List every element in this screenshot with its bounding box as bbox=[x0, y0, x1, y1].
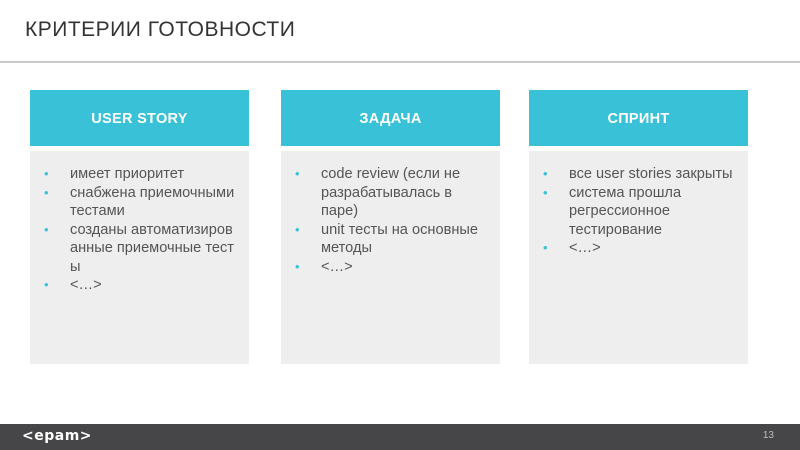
bullet-icon: • bbox=[44, 184, 49, 200]
card-user-story bbox=[30, 90, 249, 364]
criteria-list bbox=[543, 165, 738, 258]
list-item: • все user stories закрыты bbox=[543, 166, 733, 182]
list-item: • имеет приоритет bbox=[44, 166, 185, 182]
list-item: • <…> bbox=[44, 277, 102, 293]
card-sprint bbox=[529, 90, 748, 364]
bullet-icon: • bbox=[44, 277, 49, 292]
bullet-icon: • bbox=[44, 166, 49, 181]
epam-logo: <epam> bbox=[22, 428, 93, 444]
list-item: • unit тесты на основные методы bbox=[295, 221, 478, 256]
list-item: • code review (если не разрабатывалась в паре) bbox=[295, 166, 461, 219]
bullet-icon: • bbox=[295, 221, 300, 237]
bullet-icon: • bbox=[295, 258, 300, 274]
bullet-icon: • bbox=[543, 166, 548, 181]
bullet-icon: • bbox=[44, 221, 49, 237]
bullet-icon: • bbox=[295, 166, 300, 181]
bullet-icon: • bbox=[543, 240, 548, 255]
title-divider bbox=[0, 61, 800, 63]
bullet-icon: • bbox=[543, 184, 548, 200]
list-item: • система прошла регрессионное тестирование bbox=[543, 184, 682, 238]
list-item: • <…> bbox=[543, 240, 601, 256]
card-body bbox=[30, 151, 249, 364]
card-header: ЗАДАЧА bbox=[281, 90, 500, 146]
criteria-list bbox=[295, 165, 490, 276]
footer-bar bbox=[0, 424, 800, 450]
slide-title: КРИТЕРИИ ГОТОВНОСТИ bbox=[25, 18, 296, 41]
criteria-list bbox=[44, 165, 239, 295]
card-body bbox=[529, 151, 748, 364]
page-number: 13 bbox=[762, 430, 774, 441]
list-item: • <…> bbox=[295, 258, 353, 275]
card-task bbox=[281, 90, 500, 364]
card-body bbox=[281, 151, 500, 364]
list-item: • снабжена приемочными тестами bbox=[44, 184, 235, 219]
card-header: USER STORY bbox=[30, 90, 249, 146]
card-header: СПРИНТ bbox=[529, 90, 748, 146]
list-item: • созданы автоматизированные приемочные тесты bbox=[44, 221, 234, 275]
